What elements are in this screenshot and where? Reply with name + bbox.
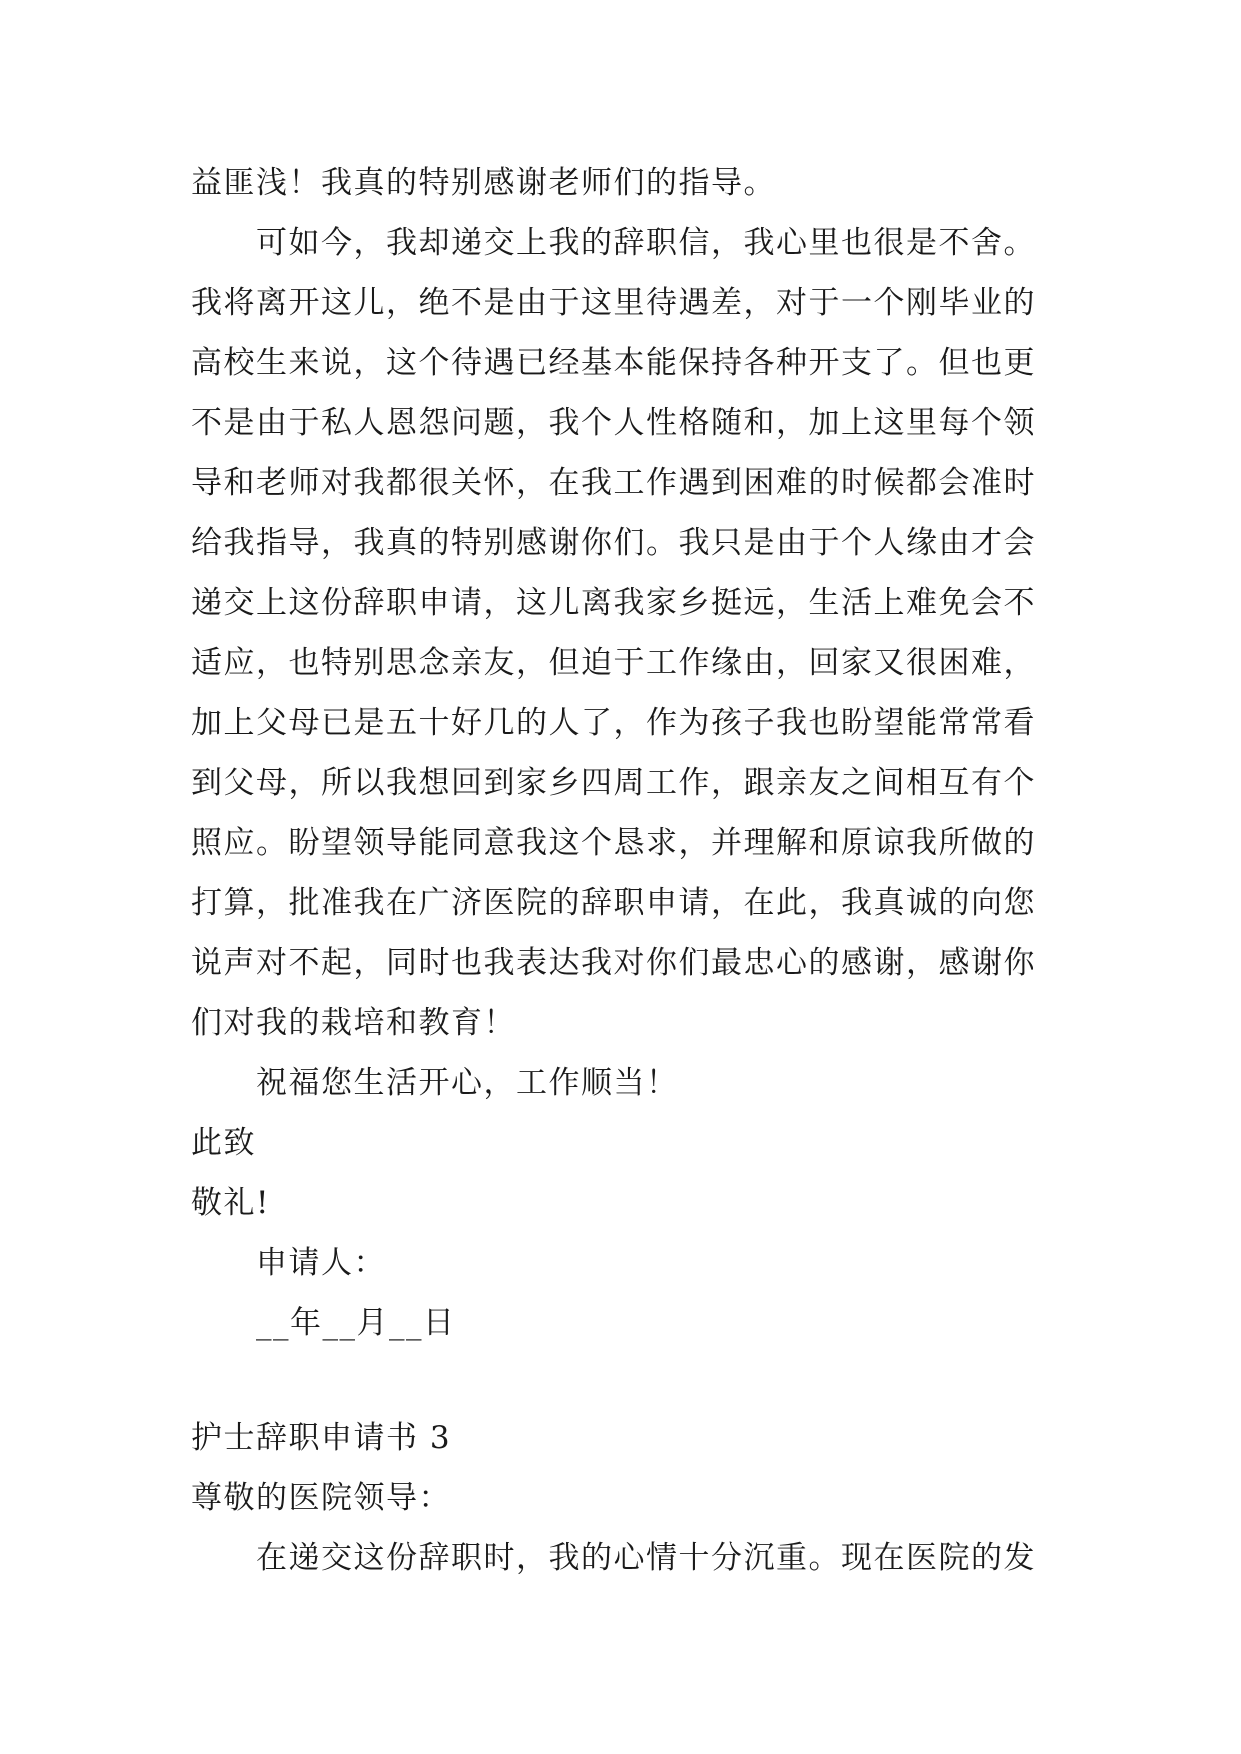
closing-line-2: 敬礼! (191, 1185, 270, 1221)
section-title: 护士辞职申请书 3 (191, 1420, 452, 1456)
paragraph-2-line-11: 照应。盼望领导能同意我这个恳求，并理解和原谅我所做的 (191, 825, 1036, 861)
paragraph-3-line-1: 在递交这份辞职时，我的心情十分沉重。现在医院的发 (256, 1540, 1036, 1576)
salutation-line: 尊敬的医院领导： (191, 1480, 451, 1516)
paragraph-2-line-9: 加上父母已是五十好几的人了，作为孩子我也盼望能常常看 (191, 705, 1036, 741)
paragraph-1-line-1: 益匪浅！我真的特别感谢老师们的指导。 (191, 165, 776, 201)
paragraph-2-line-4: 不是由于私人恩怨问题，我个人性格随和，加上这里每个领 (191, 405, 1036, 441)
paragraph-2-line-7: 递交上这份辞职申请，这儿离我家乡挺远，生活上难免会不 (191, 585, 1036, 621)
applicant-label: 申请人： (256, 1245, 386, 1281)
date-line: __年__月__日 (256, 1305, 456, 1341)
paragraph-2-line-14: 们对我的栽培和教育！ (191, 1005, 516, 1041)
paragraph-2-line-13: 说声对不起，同时也我表达我对你们最忠心的感谢，感谢你 (191, 945, 1036, 981)
wishes-line: 祝福您生活开心，工作顺当！ (256, 1065, 679, 1101)
paragraph-2-line-12: 打算，批准我在广济医院的辞职申请，在此，我真诚的向您 (191, 885, 1036, 921)
paragraph-2-line-1: 可如今，我却递交上我的辞职信，我心里也很是不舍。 (256, 225, 1036, 261)
paragraph-2-line-3: 高校生来说，这个待遇已经基本能保持各种开支了。但也更 (191, 345, 1036, 381)
paragraph-2-line-6: 给我指导，我真的特别感谢你们。我只是由于个人缘由才会 (191, 525, 1036, 561)
paragraph-2-line-8: 适应，也特别思念亲友，但迫于工作缘由，回家又很困难， (191, 645, 1036, 681)
paragraph-2-line-10: 到父母，所以我想回到家乡四周工作，跟亲友之间相互有个 (191, 765, 1036, 801)
paragraph-2-line-5: 导和老师对我都很关怀，在我工作遇到困难的时候都会准时 (191, 465, 1036, 501)
paragraph-2-line-2: 我将离开这儿，绝不是由于这里待遇差，对于一个刚毕业的 (191, 285, 1036, 321)
closing-line-1: 此致 (191, 1125, 256, 1161)
